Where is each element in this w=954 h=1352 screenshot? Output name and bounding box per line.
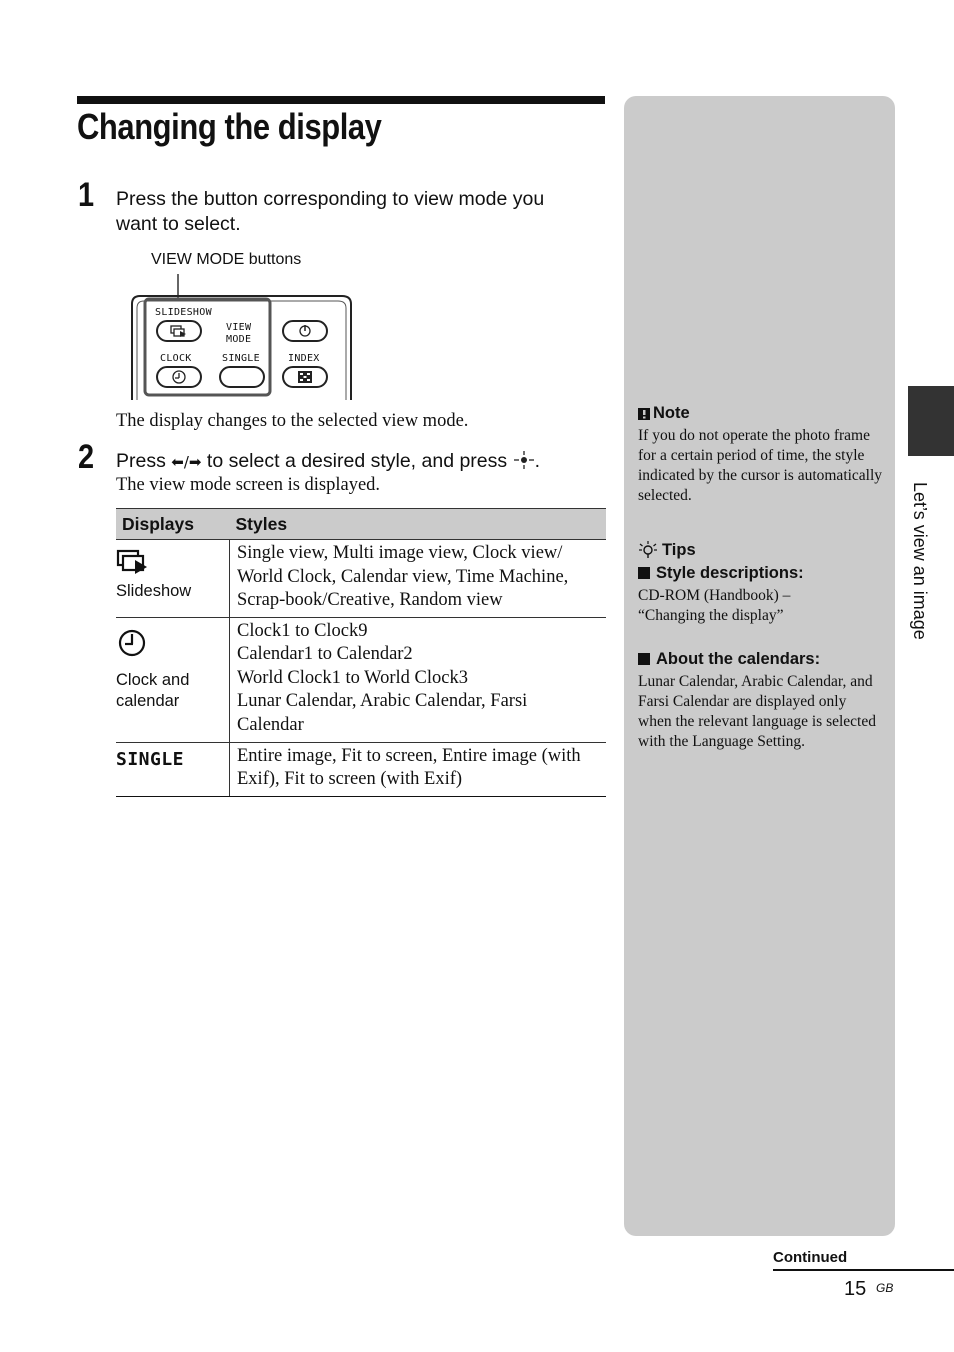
display-name: Clock and calendar <box>116 670 190 710</box>
style-descriptions-heading <box>638 564 883 583</box>
power-icon <box>284 322 326 340</box>
power-button[interactable] <box>282 320 328 342</box>
style-heading-text: Style descriptions: <box>656 564 804 582</box>
clock-icon <box>158 368 200 386</box>
calendars-heading-text: About the calendars: <box>656 650 821 668</box>
section-tab <box>908 386 954 456</box>
step-1-result: The display changes to the selected view mode. <box>116 411 469 431</box>
page-number: 15 <box>844 1278 867 1300</box>
index-label: INDEX <box>288 353 320 364</box>
step-2-prefix: Press <box>116 450 166 472</box>
index-button[interactable] <box>282 366 328 388</box>
slideshow-icon <box>158 322 200 340</box>
page-title: Changing the display <box>77 106 382 147</box>
title-rule <box>77 96 605 104</box>
continued-label: Continued <box>773 1249 848 1266</box>
note-text: If you do not operate the photo frame for a certain period of time, the style indicated by the cursor is automatically selected. <box>638 427 883 504</box>
view-mode-label-1: VIEW <box>226 322 252 333</box>
header-displays: Displays <box>116 509 230 540</box>
step-1-text: Press the button corresponding to view mode you want to select. <box>116 188 545 235</box>
note-heading-text: Note <box>653 404 690 422</box>
clock-icon <box>116 628 146 658</box>
table-row <box>116 540 606 618</box>
display-name: Slideshow <box>116 582 192 600</box>
step-1-number: 1 <box>78 176 95 214</box>
square-bullet-icon <box>638 653 650 665</box>
display-cell <box>116 742 230 796</box>
step-2-end: . <box>534 450 540 472</box>
about-calendars-heading <box>638 650 883 669</box>
slideshow-label: SLIDESHOW <box>155 307 212 318</box>
single-button[interactable] <box>219 366 265 388</box>
continued-rule <box>773 1269 954 1271</box>
left-right-arrows-icon: ⬅/➡ <box>171 453 202 471</box>
note-icon <box>638 407 651 421</box>
style-line: Lunar Calendar, Arabic Calendar, Farsi <box>237 691 528 711</box>
step-2-result: The view mode screen is displayed. <box>116 475 381 495</box>
header-styles: Styles <box>230 509 607 540</box>
note-heading <box>638 404 883 423</box>
tips-heading-text: Tips <box>662 540 696 559</box>
slideshow-icon <box>116 548 150 576</box>
display-cell <box>116 617 230 742</box>
square-bullet-icon <box>638 567 650 579</box>
figure-label: VIEW MODE buttons <box>151 251 302 268</box>
index-grid-icon <box>284 368 326 386</box>
table-row <box>116 742 606 796</box>
single-label: SINGLE <box>222 353 260 364</box>
tips-section <box>638 540 883 752</box>
style-line: Single view, Multi image view, Clock view/ <box>237 543 563 563</box>
style-line: Clock1 to Clock9 <box>237 620 368 641</box>
slideshow-button[interactable] <box>156 320 202 342</box>
view-mode-label-2: MODE <box>226 334 252 345</box>
style-line: Calendar <box>237 714 304 735</box>
clock-label: CLOCK <box>160 353 192 364</box>
display-cell <box>116 540 230 618</box>
styles-cell <box>230 540 607 618</box>
styles-table <box>116 508 606 797</box>
style-line: World Clock, Calendar view, Time Machine, <box>237 566 569 587</box>
styles-cell <box>230 742 607 796</box>
table-row <box>116 617 606 742</box>
clock-button[interactable] <box>156 366 202 388</box>
about-calendars-text: Lunar Calendar, Arabic Calendar, and Farsi Calendar are displayed only when the relevant language is selected with the Language Setting. <box>638 673 876 750</box>
single-mode-label: SINGLE <box>116 748 185 770</box>
step-2-number: 2 <box>78 438 95 476</box>
remote-illustration <box>120 270 370 405</box>
note-section <box>638 404 883 506</box>
enter-button-icon <box>513 450 535 470</box>
lightbulb-icon <box>638 540 658 560</box>
style-line: Calendar1 to Calendar2 <box>237 644 413 664</box>
style-line: Entire image, Fit to screen, Entire image (with <box>237 745 581 766</box>
step-2-middle: to select a desired style, and press <box>206 450 508 472</box>
step-2-text <box>116 449 540 475</box>
tips-heading <box>638 540 883 560</box>
styles-cell <box>230 617 607 742</box>
page-suffix: GB <box>876 1281 894 1295</box>
style-line: Scrap-book/Creative, Random view <box>237 590 503 610</box>
style-line: World Clock1 to World Clock3 <box>237 667 468 688</box>
style-descriptions-text: CD-ROM (Handbook) – “Changing the display” <box>638 587 791 624</box>
section-tab-label: Let’s view an image <box>910 482 930 640</box>
style-line: Exif), Fit to screen (with Exif) <box>237 769 463 789</box>
